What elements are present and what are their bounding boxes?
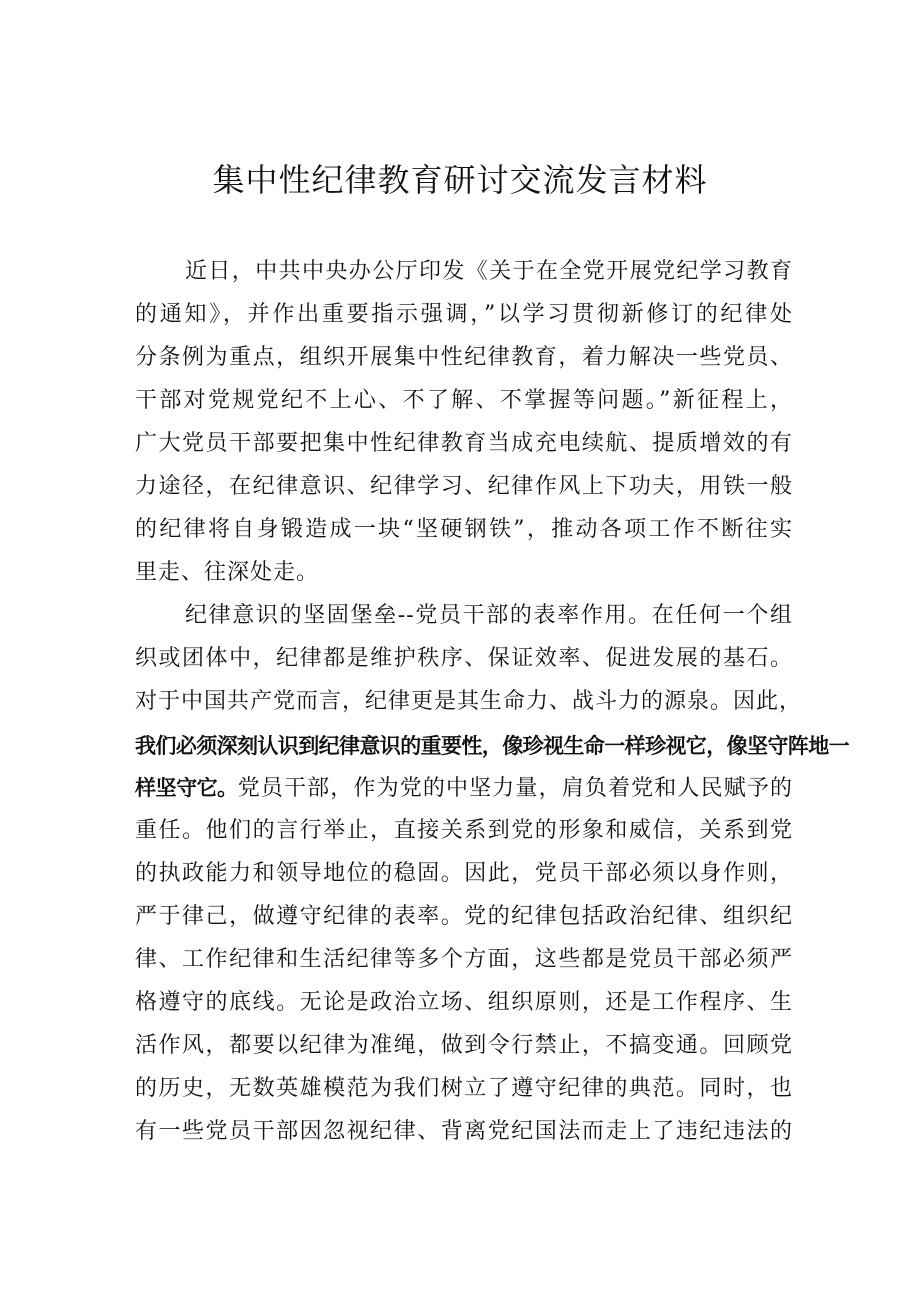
paragraph-2-line: 纪律意识的坚固堡垒--党员干部的表率作用。在任何一个组 xyxy=(185,603,793,628)
bold-phrase: 样坚守它。 xyxy=(135,776,238,800)
paragraph-2-line: 重任。他们的言行举止，直接关系到党的形象和威信，关系到党 xyxy=(135,818,793,843)
paragraph-2-line: 的历史，无数英雄模范为我们树立了遵守纪律的典范。同时，也 xyxy=(135,1076,793,1101)
paragraph-1-line: 近日，中共中央办公厅印发《关于在全党开展党纪学习教育 xyxy=(185,259,793,284)
paragraph-2-line: 对于中国共产党而言，纪律更是其生命力、战斗力的源泉。因此， xyxy=(135,689,803,714)
paragraph-2-line: 的执政能力和领导地位的稳固。因此，党员干部必须以身作则， xyxy=(135,861,793,886)
paragraph-2-line: 格遵守的底线。无论是政治立场、组织原则，还是工作程序、生 xyxy=(135,990,793,1015)
paragraph-1-line: 广大党员干部要把集中性纪律教育当成充电续航、提质增效的有 xyxy=(135,431,793,456)
paragraph-1-line: 力途径，在纪律意识、纪律学习、纪律作风上下功夫，用铁一般 xyxy=(135,474,793,499)
page-title: 集中性纪律教育研讨交流发言材料 xyxy=(212,161,708,199)
paragraph-1-line: 分条例为重点，组织开展集中性纪律教育，着力解决一些党员、 xyxy=(135,345,793,370)
paragraph-1-line: 的通知》，并作出重要指示强调，”以学习贯彻新修订的纪律处 xyxy=(135,302,793,327)
paragraph-2-line: 律、工作纪律和生活纪律等多个方面，这些都是党员干部必须严 xyxy=(135,947,793,972)
line-text: 党员干部，作为党的中坚力量，肩负着党和人民赋予的 xyxy=(237,776,793,801)
paragraph-1-line: 里走、往深处走。 xyxy=(135,560,320,585)
paragraph-2-line: 有一些党员干部因忽视纪律、背离党纪国法而走上了违纪违法的 xyxy=(135,1119,793,1144)
paragraph-2-bold-line: 我们必须深刻认识到纪律意识的重要性，像珍视生命一样珍视它，像坚守阵地一 xyxy=(135,734,849,758)
paragraph-2-line: 严于律己，做遵守纪律的表率。党的纪律包括政治纪律、组织纪 xyxy=(135,904,793,929)
paragraph-2-line: 织或团体中，纪律都是维护秩序、保证效率、促进发展的基石。 xyxy=(135,646,793,671)
paragraph-1-line: 干部对党规党纪不上心、不了解、不掌握等问题。”新征程上， xyxy=(135,388,793,413)
paragraph-2-line: 活作风，都要以纪律为准绳，做到令行禁止，不搞变通。回顾党 xyxy=(135,1033,793,1058)
paragraph-1-line: 的纪律将自身锻造成一块“坚硬钢铁”，推动各项工作不断往实 xyxy=(135,517,793,542)
paragraph-2-mixed-line xyxy=(135,773,793,804)
